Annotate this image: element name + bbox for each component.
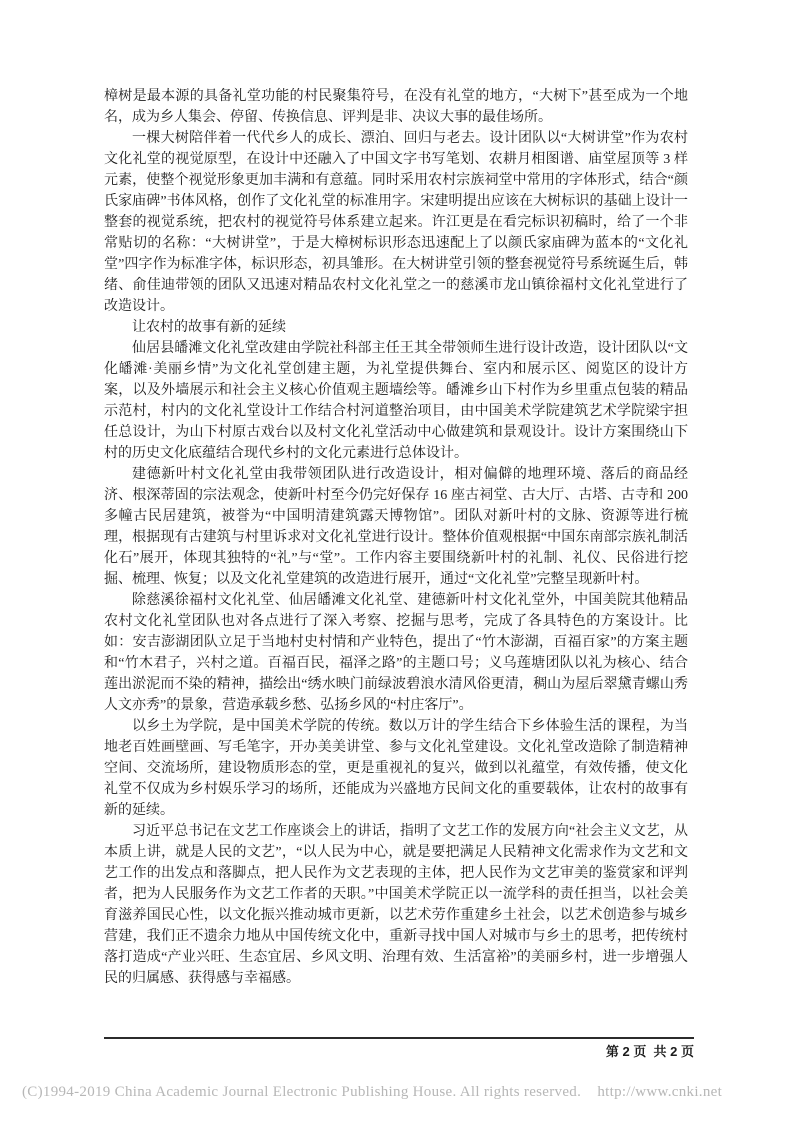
footer-divider [104,1037,694,1039]
body-paragraph-academy-tradition: 以乡土为学院，是中国美术学院的传统。数以万计的学生结合下乡体验生活的课程，为当地老百姓画壁画、写毛笔字，开办美美讲堂、参与文化礼堂建设。文化礼堂改造除了制造精神空间、交流场所，建设物质形态的堂，更是重视礼的复兴，做到以礼蕴堂，有效传播，使文化礼堂不仅成为乡村娱乐学习的场所，还能成为兴盛地方民间文化的重要载体，让农村的故事有新的延续。 [104,719,688,818]
body-paragraph-other-teams: 除慈溪徐福村文化礼堂、仙居皤滩文化礼堂、建德新叶村文化礼堂外，中国美院其他精品农村文化礼堂团队也对各点进行了深入考察、挖掘与思考，完成了各具特色的方案设计。比如：安吉澎湖团队立足于当地村史村情和产业特色，提出了“竹木澎湖，百福百家”的方案主题和“竹木君子，兴村之道。百福百民，福泽之路”的主题口号；义乌莲塘团队以礼为核心、结合莲出淤泥而不染的精神，描绘出“绣水映门前绿波碧浪水清风俗更清，稠山为屋后翠黛青螺山秀人文亦秀”的景象，营造承载乡愁、弘扬乡风的“村庄客厅”。 [104,593,688,713]
body-paragraph-tree-lecture-hall: 一棵大树陪伴着一代代乡人的成长、漂泊、回归与老去。设计团队以“大树讲堂”作为农村文化礼堂的视觉原型，在设计中还融入了中国文字书写笔划、农耕月相图谱、庙堂屋顶等 3 样元素，使整个视觉形象更加丰满和有意蕴。同时采用农村宗族祠堂中常用的字体形式，结合“颜氏家庙碑”书体风格，创作了文化礼堂的标准用字。宋建明提出应该在大树标识的基础上设计一整套的视觉系统，把农村的视觉符号体系建立起来。许江更是在看完标识初稿时，给了一个非常贴切的名称：“大树讲堂”，于是大樟树标识形态迅速配上了以颜氏家庙碑为蓝本的“文化礼堂”四字作为标准字体，标识形态，初具雏形。在大树讲堂引领的整套视觉符号系统诞生后，韩绪、俞佳迪带领的团队又迅速对精品农村文化礼堂之一的慈溪市龙山镇徐福村文化礼堂进行了改造设计。 [104,131,688,314]
page-number-indicator: 第 2 页 共 2 页 [605,1044,694,1059]
section-heading: 让农村的故事有新的延续 [132,320,286,335]
continuation-paragraph: 樟树是最本源的具备礼堂功能的村民聚集符号，在没有礼堂的地方，“大树下”甚至成为一个地名，成为乡人集会、停留、传换信息、评判是非、决议大事的最佳场所。 [104,89,688,125]
cnki-copyright-watermark: (C)1994-2019 China Academic Journal Electronic Publishing House. All rights reserved. http://www.cnki.net [22,1084,723,1100]
article-body [104,86,688,989]
body-paragraph-closing: 习近平总书记在文艺工作座谈会上的讲话，指明了文艺工作的发展方向“社会主义文艺，从本质上讲，就是人民的文艺”，“以人民为中心，就是要把满足人民精神文化需求作为文艺和文艺工作的出发点和落脚点，把人民作为文艺表现的主体，把人民作为文艺审美的鉴赏家和评判者，把为人民服务作为文艺工作者的天职。”中国美术学院正以一流学科的责任担当，以社会美育滋养国民心性，以文化振兴推动城市更新，以艺术劳作重建乡土社会，以艺术创造参与城乡营建，我们正不遗余力地从中国传统文化中，重新寻找中国人对城市与乡土的思考，把传统村落打造成“产业兴旺、生态宜居、乡风文明、治理有效、生活富裕”的美丽乡村，进一步增强人民的归属感、获得感与幸福感。 [104,824,688,986]
body-paragraph-jiande-xinye: 建德新叶村文化礼堂由我带领团队进行改造设计，相对偏僻的地理环境、落后的商品经济、根深蒂固的宗法观念，使新叶村至今仍完好保存 16 座古祠堂、古大厅、古塔、古寺和 200 多幢古民居建筑，被誉为“中国明清建筑露天博物馆”。团队对新叶村的文脉、资源等进行梳理，根据现有古建筑与村里诉求对文化礼堂进行设计。整体价值观根据“中国东南部宗族礼制活化石”展开，体现其独特的“礼”与“堂”。工作内容主要围绕新叶村的礼制、礼仪、民俗进行挖掘、梳理、恢复；以及文化礼堂建筑的改造进行展开，通过“文化礼堂”完整呈现新叶村。 [104,467,688,587]
body-paragraph-xianju-potan: 仙居县皤滩文化礼堂改建由学院社科部主任王其全带领师生进行设计改造，设计团队以“文化皤滩·美丽乡情”为文化礼堂创建主题，为礼堂提供舞台、室内和展示区、阅览区的设计方案，以及外墙展示和社会主义核心价值观主题墙绘等。皤滩乡山下村作为乡里重点包装的精品示范村，村内的文化礼堂设计工作结合村河道整治项目，由中国美术学院建筑艺术学院梁宇担任总设计，为山下村原古戏台以及村文化礼堂活动中心做建筑和景观设计。设计方案围绕山下村的历史文化底蕴结合现代乡村的文化元素进行总体设计。 [104,341,688,461]
